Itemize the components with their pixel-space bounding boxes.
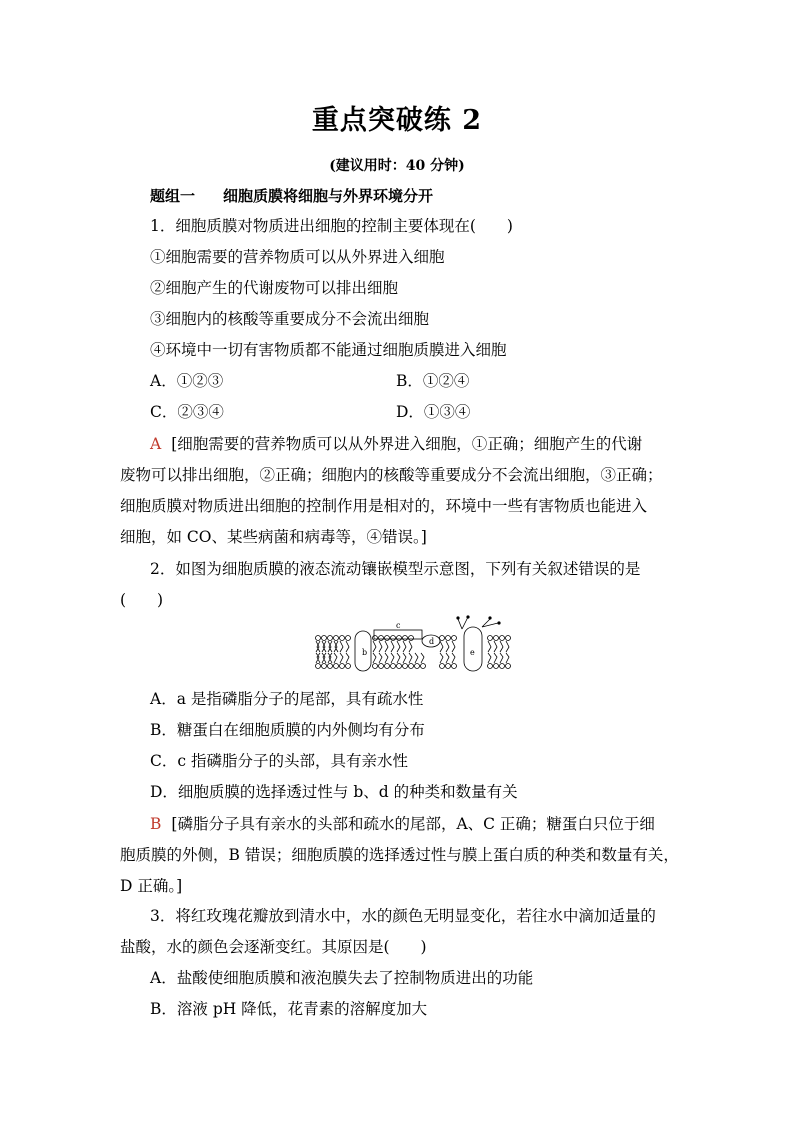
q1-item-2: ②细胞产生的代谢废物可以排出细胞 — [150, 279, 399, 297]
q1-explain-line-1 — [150, 434, 680, 454]
q3-stem-line-1: 3．将红玫瑰花瓣放到清水中，水的颜色无明显变化，若往水中滴加适量的 — [150, 907, 656, 925]
q1-option-c: C．②③④ — [150, 403, 224, 421]
q2-explain-text-1: [磷脂分子具有亲水的头部和疏水的尾部，A、C 正确；糖蛋白只位于细 — [171, 815, 655, 833]
sugar-dots — [456, 615, 500, 624]
q1-option-d: D．①③④ — [396, 403, 471, 421]
q1-answer: A — [150, 435, 162, 453]
sugar-chains — [458, 617, 498, 629]
q1-explain-line-3: 细胞质膜对物质进出细胞的控制作用是相对的，环境中一些有害物质也能进入 — [120, 497, 648, 515]
q2-stem-line-2: ( ) — [120, 591, 164, 609]
label-e: e — [470, 648, 475, 657]
group-title: 细胞质膜将细胞与外界环境分开 — [223, 187, 434, 205]
q1-explain-text-1: [细胞需要的营养物质可以从外界进入细胞，①正确；细胞产生的代谢 — [171, 435, 643, 453]
label-c: c — [396, 621, 401, 630]
q2-explain-line-1 — [150, 814, 680, 834]
glycoprotein-c-box — [374, 630, 422, 639]
q1-explain-line-2: 废物可以排出细胞，②正确；细胞内的核酸等重要成分不会流出细胞，③正确； — [120, 466, 663, 484]
q2-option-a: A．a 是指磷脂分子的尾部，具有疏水性 — [150, 690, 424, 708]
q1-stem: 1．细胞质膜对物质进出细胞的控制主要体现在( ) — [150, 217, 513, 235]
lipid-tails — [316, 641, 509, 663]
q1-option-b: B．①②④ — [396, 372, 470, 390]
group-label: 题组一 — [150, 187, 196, 205]
label-b: b — [362, 648, 368, 657]
membrane-diagram — [312, 615, 518, 673]
q2-explain-line-2: 胞质膜的外侧，B 错误；细胞质膜的选择透过性与膜上蛋白质的种类和数量有关， — [120, 846, 679, 864]
q2-option-c: C．c 指磷脂分子的头部，具有亲水性 — [150, 752, 408, 770]
q2-option-d: D．细胞质膜的选择透过性与 b、d 的种类和数量有关 — [150, 783, 518, 801]
page-title: 重点突破练 2 — [311, 105, 483, 136]
page-subtitle: (建议用时：40 分钟) — [329, 158, 465, 174]
q1-explain-line-4: 细胞，如 CO、某些病菌和病毒等，④错误。] — [120, 528, 427, 546]
q3-option-b: B．溶液 pH 降低，花青素的溶解度加大 — [150, 1000, 428, 1018]
q2-stem-line-1: 2．如图为细胞质膜的液态流动镶嵌模型示意图，下列有关叙述错误的是 — [150, 560, 641, 578]
group-heading — [150, 186, 680, 206]
q1-option-a: A．①②③ — [150, 372, 224, 390]
q2-option-b: B．糖蛋白在细胞质膜的内外侧均有分布 — [150, 721, 425, 739]
q1-item-3: ③细胞内的核酸等重要成分不会流出细胞 — [150, 310, 430, 328]
q2-explain-line-3: D 正确。] — [120, 877, 183, 895]
q2-answer: B — [150, 815, 162, 833]
q1-item-4: ④环境中一切有害物质都不能通过细胞质膜进入细胞 — [150, 341, 507, 359]
label-d: d — [429, 637, 435, 646]
q3-stem-line-2: 盐酸，水的颜色会逐渐变红。其原因是( ) — [120, 938, 427, 956]
q1-item-1: ①细胞需要的营养物质可以从外界进入细胞 — [150, 248, 445, 266]
upper-heads — [316, 636, 511, 641]
q3-option-a: A．盐酸使细胞质膜和液泡膜失去了控制物质进出的功能 — [150, 969, 534, 987]
